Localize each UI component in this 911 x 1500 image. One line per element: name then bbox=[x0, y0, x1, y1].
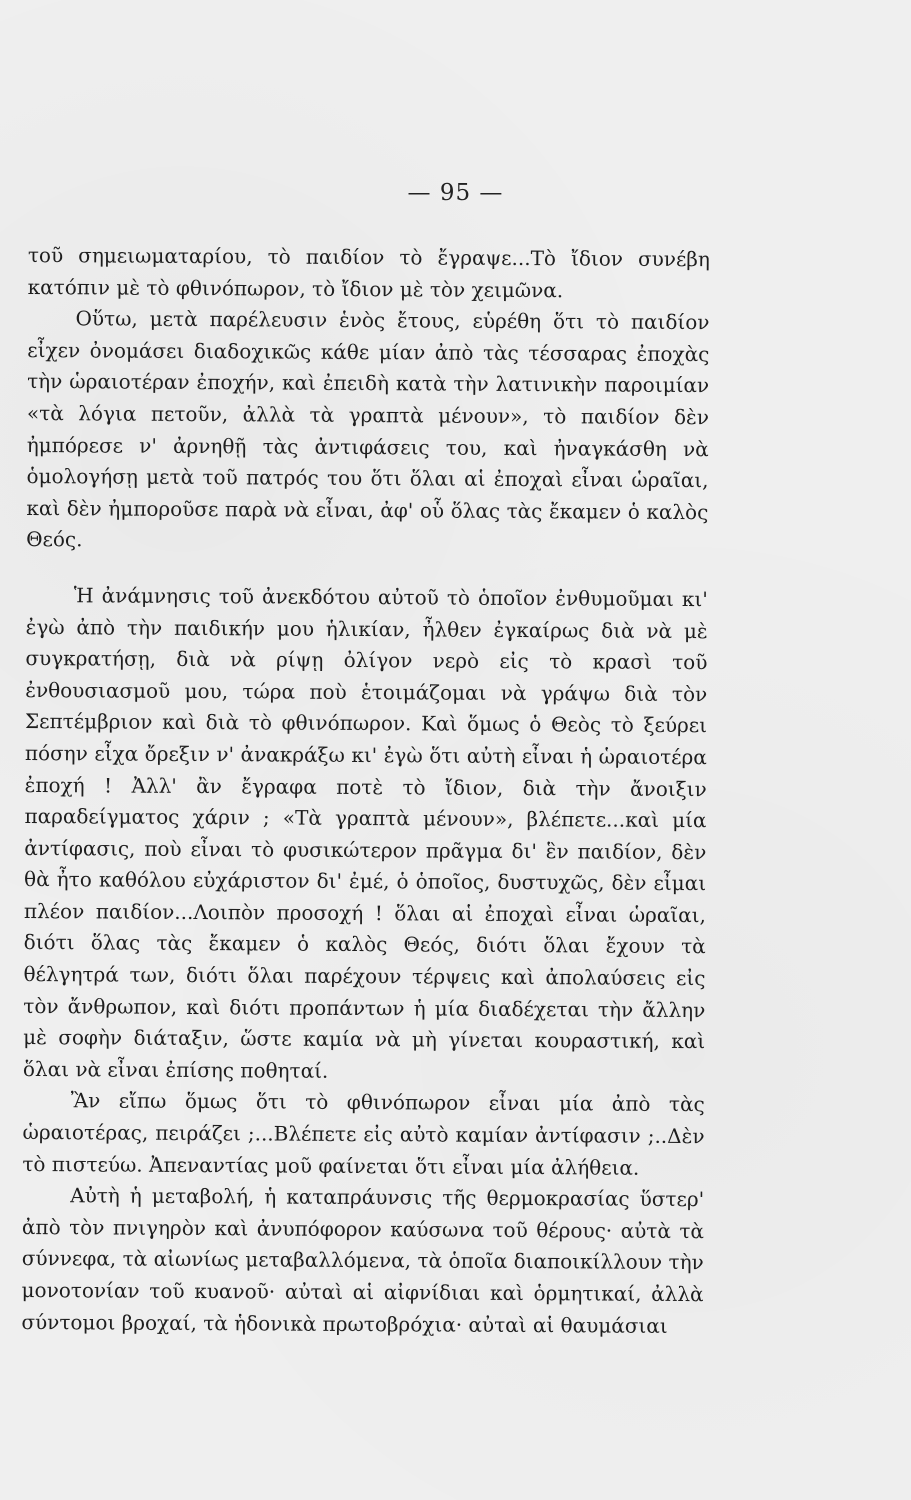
paragraph-1: τοῦ σημειωματαρίου, τὸ παιδίον τὸ ἔγραψε...Τὸ ἴδιον συνέβη κατόπιν μὲ τὸ φθινόπωρον, τὸ ἴδιον μὲ τὸν χειμῶνα. bbox=[27, 242, 710, 302]
paragraph-4: Ἂν εἴπω ὅμως ὅτι τὸ φθινόπωρον εἶναι μία ἀπὸ τὰς ὡραιοτέρας, πειράζει ;...Βλέπετε εἰς αὐτὸ καμίαν ἀντίφασιν ;..Δὲν τὸ πιστεύω. Ἀπεναντίας μοῦ φαίνεται ὅτι εἶναι μία ἀλήθεια. bbox=[22, 1088, 705, 1180]
paragraph-3: Ἡ ἀνάμνησις τοῦ ἀνεκδότου αὐτοῦ τὸ ὁποῖον ἐνθυμοῦμαι κι' ἐγὼ ἀπὸ τὴν παιδικήν μου ἡλικίαν, ἦλθεν ἐγκαίρως διὰ νὰ μὲ συγκρατήσῃ, διὰ νὰ ρίψῃ ὀλίγον νερὸ εἰς τὸ κρασὶ τοῦ ἐνθουσιασμοῦ μου, τώρα ποὺ ἑτοιμάζομαι νὰ γράψω διὰ τὸν Σεπτέμβριον καὶ διὰ τὸ φθινόπωρον. Καὶ ὅμως ὁ Θεὸς τὸ ξεύρει πόσην εἶχα ὄρεξιν ν' ἀνακράξω κι' ἐγὼ ὅτι αὐτὴ εἶναι ἡ ὡραιοτέρα ἐποχή ! Ἀλλ' ἂν ἔγραφα ποτὲ τὸ ἴδιον, διὰ τὴν ἄνοιξιν παραδείγματος χάριν ; «Τὰ γραπτὰ μένουν», βλέπετε...καὶ μία ἀντίφασις, ποὺ εἶναι τὸ φυσικώτερον πρᾶγμα δι' ἓν παιδίον, δὲν θὰ ἦτο καθόλου εὐχάριστον δι' ἐμέ, ὁ ὁποῖος, δυστυχῶς, δὲν εἶμαι πλέον παιδίον...Λοιπὸν προσοχή ! ὅλαι αἱ ἐποχαὶ εἶναι ὡραῖαι, διότι ὅλας τὰς ἔκαμεν ὁ καλὸς Θεός, διότι ὅλαι ἔχουν τὰ θέλγητρά των, διότι ὅλαι παρέχουν τέρψεις καὶ ἀπολαύσεις εἰς τὸν ἄνθρωπον, καὶ διότι προπάντων ἡ μία διαδέχεται τὴν ἄλλην μὲ σοφὴν διάταξιν, ὥστε καμία νὰ μὴ γίνεται κουραστική, καὶ ὅλαι νὰ εἶναι ἐπίσης ποθηταί. bbox=[22, 583, 708, 1083]
body-text bbox=[21, 240, 710, 1342]
paragraph-5: Αὐτὴ ἡ μεταβολή, ἡ καταπράυνσις τῆς θερμοκρασίας ὕστερ' ἀπὸ τὸν πνιγηρὸν καὶ ἀνυπόφορον καύσωνα τοῦ θέρους· αὐτὰ τὰ σύννεφα, τὰ αἰωνίως μεταβαλλόμενα, τὰ ὁποῖα διαποικίλλουν τὴν μονοτονίαν τοῦ κυανοῦ· αὐταὶ αἱ αἰφνίδιαι καὶ ὁρμητικαί, ἀλλὰ σύντομοι βροχαί, τὰ ἡδονικὰ πρωτοβρόχια· αὐταὶ αἱ θαυμάσιαι bbox=[21, 1183, 705, 1338]
paragraph-2: Οὕτω, μετὰ παρέλευσιν ἑνὸς ἔτους, εὑρέθη ὅτι τὸ παιδίον εἶχεν ὀνομάσει διαδοχικῶς κάθε μίαν ἀπὸ τὰς τέσσαρας ἐποχὰς τὴν ὡραιοτέραν ἐποχήν, καὶ ἐπειδὴ κατὰ τὴν λατινικὴν παροιμίαν «τὰ λόγια πετοῦν, ἀλλὰ τὰ γραπτὰ μένουν», τὸ παιδίον δὲν ἠμπόρεσε ν' ἀρνηθῇ τὰς ἀντιφάσεις του, καὶ ἠναγκάσθη νὰ ὁμολογήσῃ μετὰ τοῦ πατρός του ὅτι ὅλαι αἱ ἐποχαὶ εἶναι ὡραῖαι, καὶ δὲν ἠμποροῦσε παρὰ νὰ εἶναι, ἀφ' οὗ ὅλας τὰς ἔκαμεν ὁ καλὸς Θεός. bbox=[26, 306, 710, 552]
page-number: — 95 — bbox=[407, 180, 504, 206]
